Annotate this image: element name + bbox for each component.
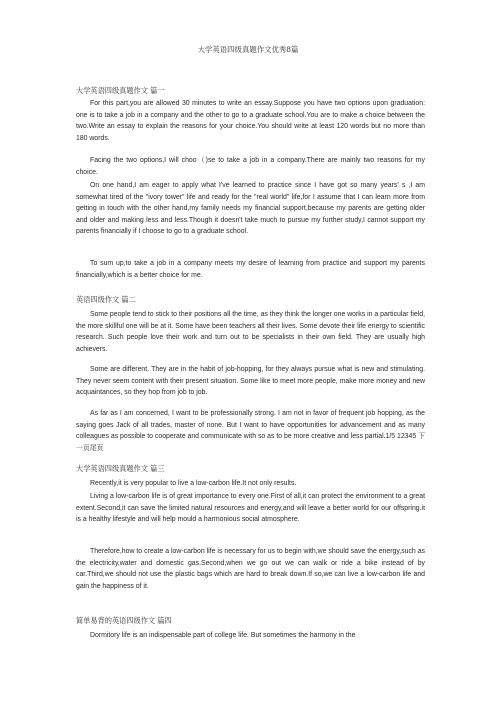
section-2-paragraph-1: Some people tend to stick to their positions all the time, as they think the longer one works in a particular field, the more skillful one will be at it. Some have been teachers all their lives. Some devote their life energy to scientific research. Such people love their work and turn out to be specialists in their own field. They are usually high achievers. [76,311,425,353]
section-3-paragraph-3: Therefore,how to create a low-carbon life is necessary for us to begin with,we should save the energy,such as the electricity,water and domestic gas.Second,when we go out we can walk or ride a bike instead of by car.Third,we should not use the plastic bags which are hard to break down.If so,we can live a low-carbon life and gain the happiness of it. [76,548,425,590]
section-3-paragraph-1: Recently,it is very popular to live a low-carbon life.It not only results. [90,480,297,487]
section-2-paragraph-2: Some are different. They are in the habit of job-hopping, for they always pursue what is new and stimulating. They never seem content with their present situation. Some like to meet more people, make more money and new acquaintances, so they hop from job to job. [76,366,425,397]
section-heading-2: 英语四级作文 篇二 [76,295,136,304]
section-4-paragraph-1: Dormitory life is an indispensable part of college life. But sometimes the harmony in the [90,632,356,639]
section-1-paragraph-4: To sum up,to take a job in a company meets my desire of learning from practice and support my parents financially,which is a better choice for me. [76,260,425,279]
document-title: 大学英语四级真题作文优秀8篇 [197,45,299,54]
section-1-paragraph-3: On one hand,I am eager to apply what I've learned to practice since I have got so many years' s ,I am somewhat tired of the "ivory tower" life and ready for the "real world" life,for I assume that I can learn more from getting in touch with the other hand,my family needs my financial support,because my parents are getting older and older and making less and less.Though it doesn't take much to pursue my further study,I cannot support my parents financially if I choose to go to a graduate school. [76,182,425,236]
section-heading-4: 简单易背的英语四级作文 篇四 [76,616,172,625]
section-1-paragraph-2: Facing the two options,I will choo（)se to take a job in a company.There are mainly two reasons for my choice. [76,157,425,176]
section-3-paragraph-2: Living a low-carbon life is of great importance to every one.First of all,it can protect the environment to a great extent.Second,it can save the limited natural resources and energy,and will leave a better world for our offspring.it is a healthy lifestyle and will help mould a harmonious social atmosphere. [76,493,425,524]
section-heading-1: 大学英语四级真题作文 篇一 [76,86,165,95]
section-heading-3: 大学英语四级真题作文 篇三 [76,464,165,473]
section-2-paragraph-3: As far as I am concerned, I want to be professionally strong. I am not in favor of frequent job hopping, as the saying goes Jack of all trades, master of none. But I want to have opportunities for advancement and as many colleagues as possible to cooperate and communicate with so as to be more creative and less partial.1/5 12345 下一页尾页 [76,410,425,452]
section-1-paragraph-1: For this part,you are allowed 30 minutes to write an essay.Suppose you have two options upon graduation: one is to take a job in a company and the other to go to a graduate school.You are to make a choice between the two.Write an essay to explain the reasons for your choice.You should write at least 120 words but no more than 180 words. [76,100,425,142]
